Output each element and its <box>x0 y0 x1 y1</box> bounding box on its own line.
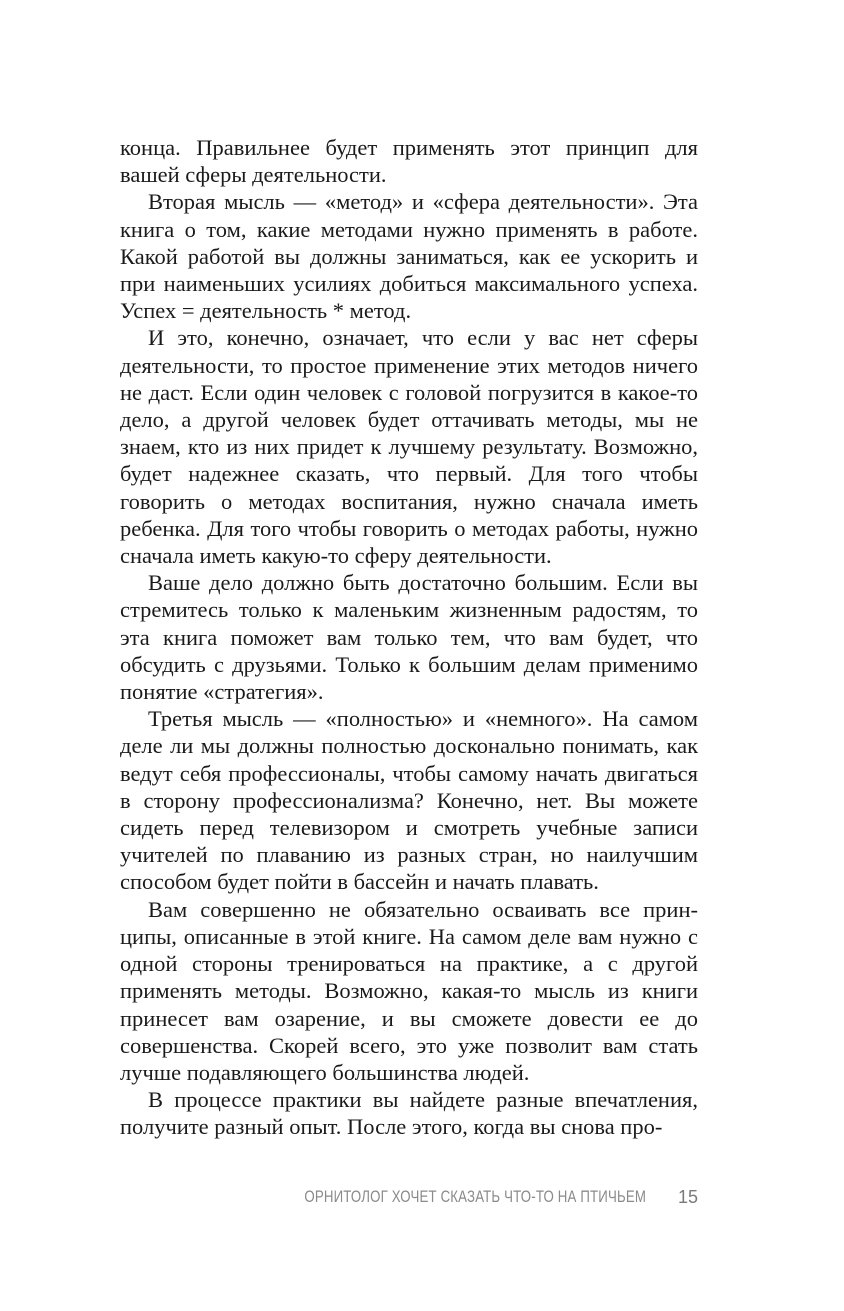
running-title: ОРНИТОЛОГ ХОЧЕТ СКАЗАТЬ ЧТО-ТО НА ПТИЧЬЕМ <box>304 1187 646 1206</box>
paragraph-7: В процессе практики вы найдете разные впечатления, получите разный опыт. После этого, когда вы снова про- <box>120 1087 698 1140</box>
paragraph-6: Вам совершенно не обязательно осваивать все принципы, описанные в этой книге. На самом деле вам нужно с одной стороны тренироваться на практике, а с другой применять методы. Возможно, какая-то мысль из книги принесет вам озарение, и вы сможете довести ее до совершенства. Скорей всего, это уже позволит вам стать лучше подавляющего большинства людей. <box>120 896 698 1085</box>
page-number: 15 <box>677 1187 698 1207</box>
paragraph-1: конца. Правильнее будет применять этот принцип для вашей сферы деятельности. <box>120 135 698 188</box>
page-footer <box>120 1187 698 1213</box>
body-text <box>120 134 698 1141</box>
paragraph-3: И это, конечно, означает, что если у вас нет сферы деятельности, то простое применение этих методов ничего не даст. Если один человек с головой погрузится в какое-то дело, а другой человек будет оттачивать методы, мы не знаем, кто из них придет к лучшему результату. Возможно, будет надежнее сказать, что первый. Для того чтобы говорить о методах воспитания, нужно сначала иметь ребенка. Для того чтобы говорить о методах работы, нужно сначала иметь какую-то сферу деятельности. <box>120 325 698 569</box>
paragraph-2: Вторая мысль — «метод» и «сфера деятельности». Эта книга о том, какие методами нужно применять в работе. Какой работой вы должны заниматься, как ее ускорить и при наименьших усилиях добиться максимального успеха. Успех = деятельность * метод. <box>120 189 698 324</box>
paragraph-5: Третья мысль — «полностью» и «немного». На самом деле ли мы должны полностью досконально понимать, как ведут себя профессионалы, чтобы самому начать двигаться в сторону профессионализма? Конечно, нет. Вы можете сидеть перед телевизором и смотреть учебные записи учителей по плаванию из разных стран, но наилучшим способом будет пойти в бассейн и начать плавать. <box>120 706 698 895</box>
paragraph-4: Ваше дело должно быть достаточно большим. Если вы стремитесь только к маленьким жизненным радостям, то эта книга поможет вам только тем, что вам будет, что обсудить с друзьями. Только к большим делам применимо понятие «стратегия». <box>120 570 698 705</box>
